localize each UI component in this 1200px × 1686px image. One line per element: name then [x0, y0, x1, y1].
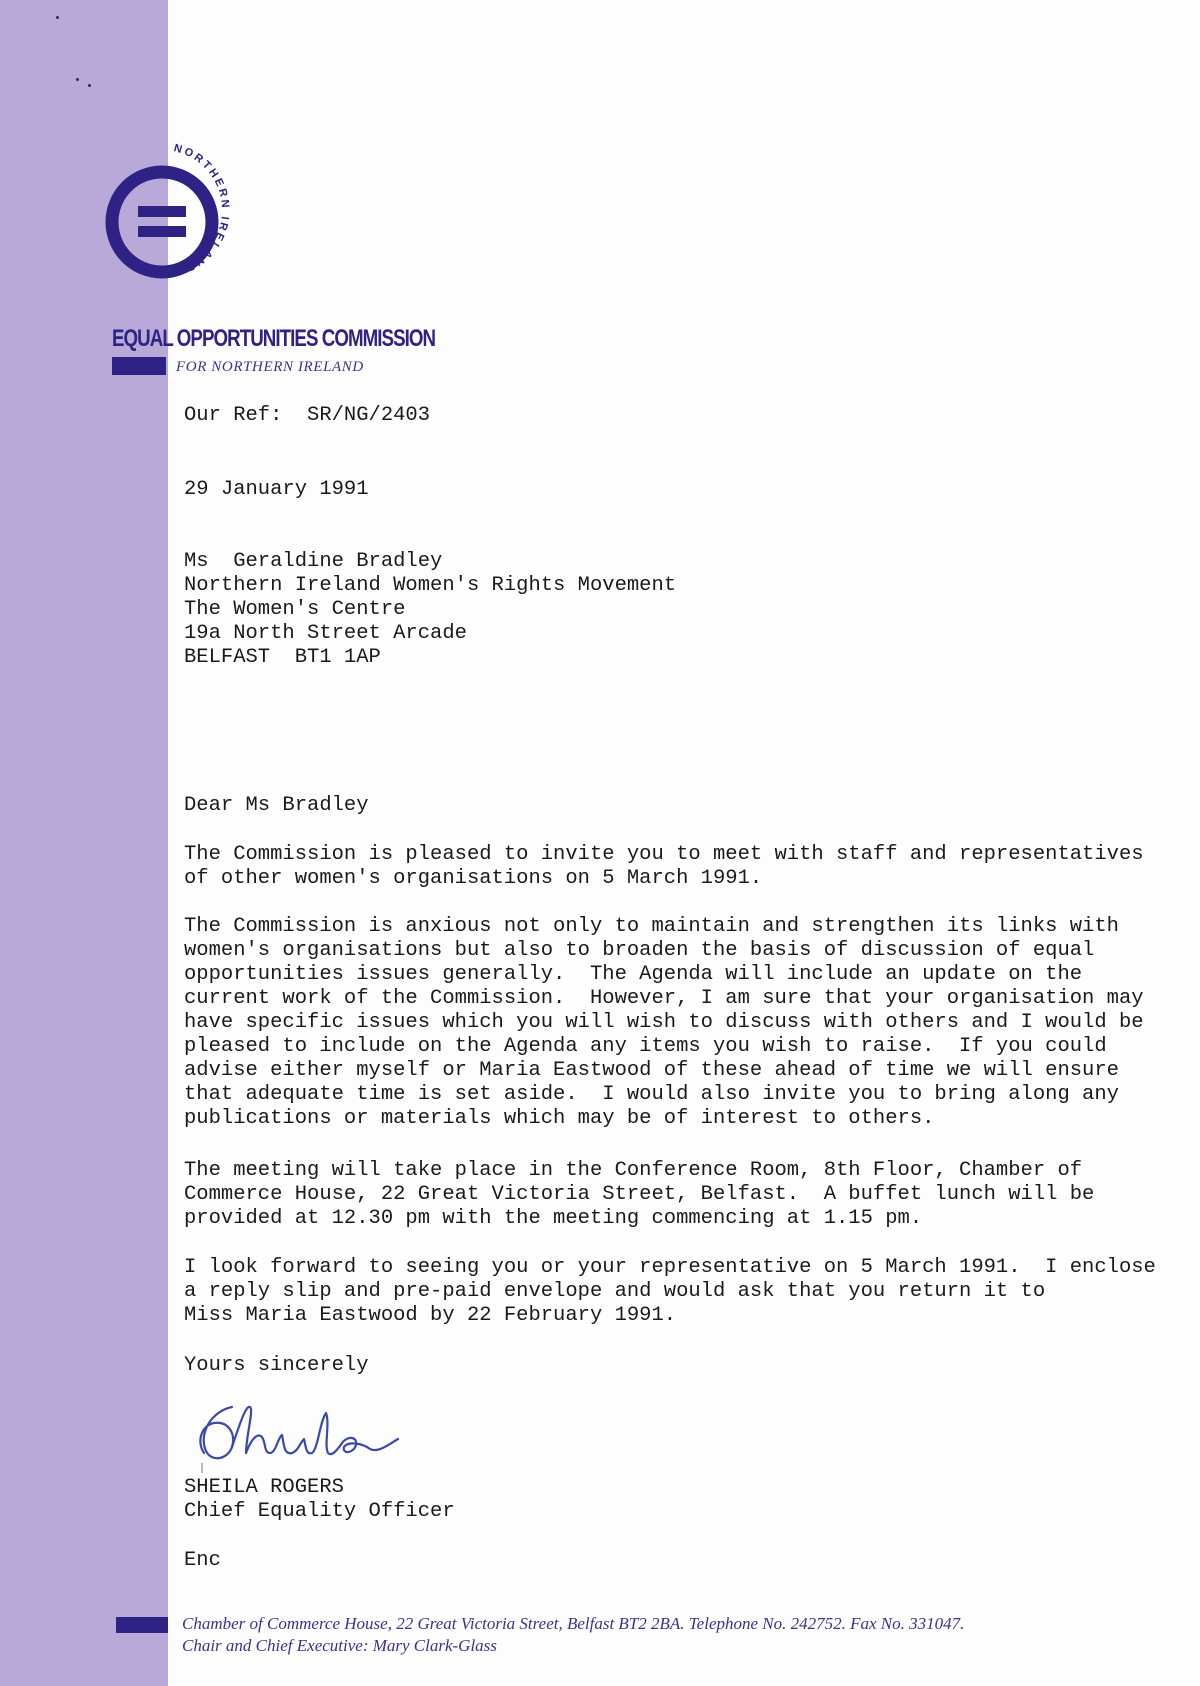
body-line: Commerce House, 22 Great Victoria Street, Belfast. A buffet lunch will be	[184, 1183, 1095, 1206]
closing-block	[184, 1354, 369, 1378]
body-line: The meeting will take place in the Conference Room, 8th Floor, Chamber of	[184, 1159, 1083, 1182]
body-line: The Commission is pleased to invite you to meet with staff and representatives	[184, 843, 1144, 866]
body-line: Miss Maria Eastwood by 22 February 1991.	[184, 1304, 677, 1327]
closing: Yours sincerely	[184, 1354, 369, 1377]
reference-block	[184, 404, 430, 428]
signatory-title: Chief Equality Officer	[184, 1500, 455, 1523]
logo-ring-text: NORTHERN IRELAND	[172, 142, 232, 275]
body-line: I look forward to seeing you or your representative on 5 March 1991. I enclose	[184, 1256, 1156, 1279]
our-ref: Our Ref: SR/NG/2403	[184, 404, 431, 427]
body-line: of other women's organisations on 5 March 1991.	[184, 867, 763, 890]
body-line: provided at 12.30 pm with the meeting commencing at 1.15 pm.	[184, 1207, 923, 1230]
scan-speck	[56, 16, 59, 19]
scan-speck	[88, 84, 91, 87]
date-block	[184, 478, 369, 502]
recipient-address	[184, 550, 676, 670]
address-line: 19a North Street Arcade	[184, 622, 467, 645]
letter-date: 29 January 1991	[184, 478, 369, 501]
org-subtitle: FOR NORTHERN IRELAND	[176, 359, 364, 375]
enclosure-note: Enc	[184, 1549, 221, 1572]
org-name-bar	[112, 357, 166, 375]
body-line: a reply slip and pre-paid envelope and would ask that you return it to	[184, 1280, 1046, 1303]
body-line: publications or materials which may be of interest to others.	[184, 1107, 935, 1130]
handwritten-signature	[192, 1393, 432, 1475]
body-line: women's organisations but also to broaden the basis of discussion of equal	[184, 939, 1095, 962]
paragraph-4	[184, 1256, 1156, 1328]
paragraph-1	[184, 843, 1144, 891]
body-line: that adequate time is set aside. I would also invite you to bring along any	[184, 1083, 1119, 1106]
footer-line-1: Chamber of Commerce House, 22 Great Victoria Street, Belfast BT2 2BA. Telephone No. 242752. Fax No. 331047.	[182, 1614, 965, 1633]
body-line: The Commission is anxious not only to maintain and strengthen its links with	[184, 915, 1119, 938]
body-line: pleased to include on the Agenda any items you wish to raise. If you could	[184, 1035, 1107, 1058]
body-line: current work of the Commission. However, I am sure that your organisation may	[184, 987, 1144, 1010]
commission-logo-icon	[100, 140, 260, 310]
body-line: opportunities issues generally. The Agenda will include an update on the	[184, 963, 1083, 986]
body-line: have specific issues which you will wish to discuss with others and I would be	[184, 1011, 1144, 1034]
footer-address	[182, 1613, 964, 1657]
salutation-block	[184, 794, 369, 818]
address-line: BELFAST BT1 1AP	[184, 646, 381, 669]
paragraph-3	[184, 1159, 1094, 1231]
org-name: EQUAL OPPORTUNITIES COMMISSION	[112, 325, 436, 352]
salutation: Dear Ms Bradley	[184, 794, 369, 817]
signatory-block	[184, 1476, 455, 1524]
footer-line-2: Chair and Chief Executive: Mary Clark-Glass	[182, 1636, 497, 1655]
paragraph-2	[184, 915, 1144, 1131]
signatory-name: SHEILA ROGERS	[184, 1476, 344, 1499]
address-line: The Women's Centre	[184, 598, 406, 621]
address-line: Northern Ireland Women's Rights Movement	[184, 574, 677, 597]
footer-bar	[116, 1617, 168, 1633]
scan-speck	[76, 78, 79, 81]
enclosure-block	[184, 1549, 221, 1573]
address-line: Ms Geraldine Bradley	[184, 550, 443, 573]
body-line: advise either myself or Maria Eastwood of these ahead of time we will ensure	[184, 1059, 1119, 1082]
